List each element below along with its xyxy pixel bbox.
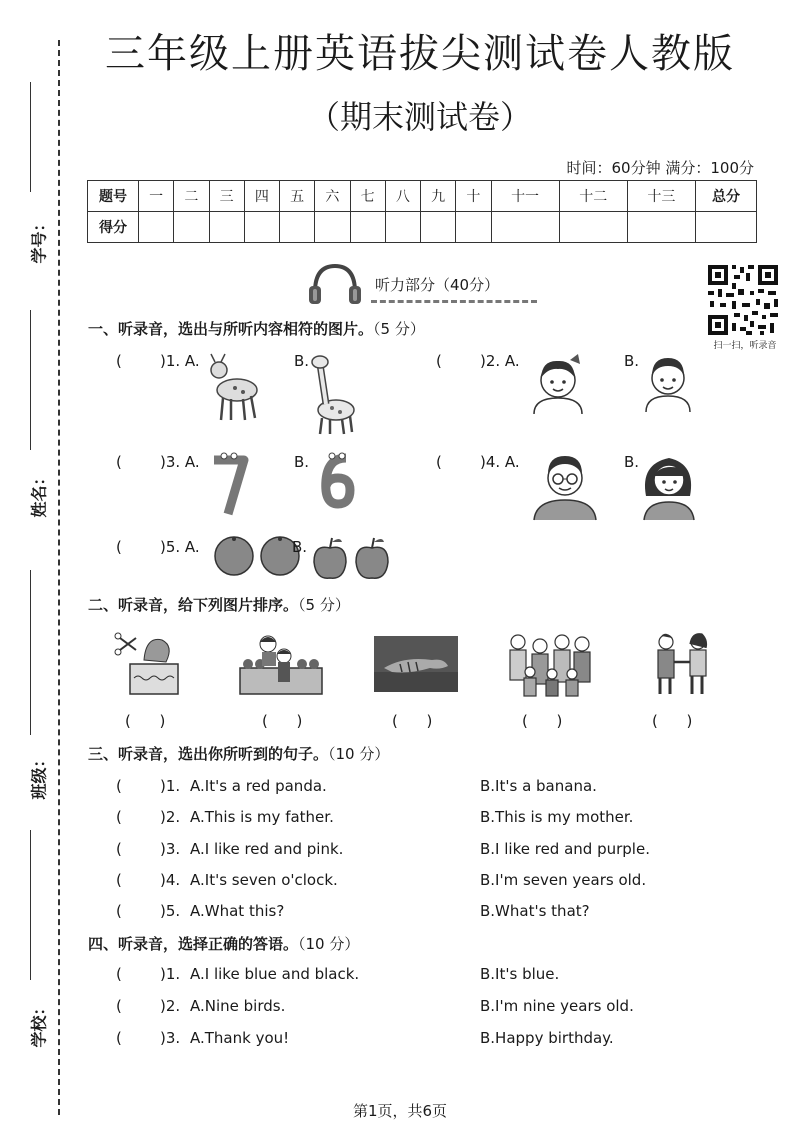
- section-1-title: 一、听录音，选出与所听内容相符的图片。: [88, 320, 374, 338]
- side-label-name: 姓名：: [29, 469, 49, 518]
- score-table-cell: 十三: [627, 181, 695, 212]
- score-table-cell: 一: [139, 181, 174, 212]
- page-footer: 第1页，共6页: [352, 1102, 448, 1120]
- answer-blank[interactable]: ( ): [392, 712, 433, 730]
- option-a: A.Thank you!: [190, 1029, 290, 1047]
- score-input-cell[interactable]: [421, 212, 456, 243]
- score-input-cell[interactable]: [385, 212, 420, 243]
- side-blank-class: [30, 570, 31, 735]
- side-label-school: 学校：: [29, 999, 49, 1048]
- binding-dashed-line: [58, 40, 60, 1115]
- answer-blank[interactable]: (: [116, 1029, 122, 1047]
- answer-blank[interactable]: (: [436, 352, 442, 370]
- option-b-label: B.: [624, 352, 640, 370]
- time-info: 时间：60分钟 满分：100分: [566, 159, 754, 177]
- woman-picture: [640, 450, 698, 520]
- answer-blank[interactable]: ( ): [652, 712, 693, 730]
- option-a: A.I like red and pink.: [190, 840, 344, 858]
- score-table-cell: 五: [280, 181, 315, 212]
- option-b: B.I like red and purple.: [480, 840, 650, 858]
- score-table-cell: 九: [421, 181, 456, 212]
- family-picture: [504, 628, 596, 698]
- answer-blank[interactable]: (: [116, 840, 122, 858]
- side-blank-student-id: [30, 82, 31, 192]
- option-a: A.This is my father.: [190, 808, 334, 826]
- score-input-cell[interactable]: [559, 212, 627, 243]
- question-number: )1.: [160, 777, 181, 795]
- score-input-cell[interactable]: [696, 212, 757, 243]
- score-table-cell: 十一: [491, 181, 559, 212]
- number-seven-picture: [210, 450, 250, 518]
- option-b-label: B.: [294, 352, 310, 370]
- option-a: A.I like blue and black.: [190, 965, 360, 983]
- option-a: A.It's a red panda.: [190, 777, 327, 795]
- market-stall-picture: [238, 632, 324, 698]
- score-table-cell: 八: [385, 181, 420, 212]
- section-2-title: 二、听录音，给下列图片排序。: [88, 596, 299, 614]
- option-a: A.It's seven o'clock.: [190, 871, 338, 889]
- option-a: A.What this?: [190, 902, 285, 920]
- man-with-glasses-picture: [532, 450, 598, 520]
- answer-blank[interactable]: (: [116, 352, 122, 370]
- score-table-cell: 六: [315, 181, 350, 212]
- section-1-heading: [88, 318, 425, 339]
- question-number: )5. A.: [160, 538, 200, 556]
- score-input-cell[interactable]: [244, 212, 279, 243]
- answer-blank[interactable]: (: [116, 997, 122, 1015]
- score-table-cell: 题号: [88, 181, 139, 212]
- option-b: B.It's blue.: [480, 965, 560, 983]
- score-table-header-row: [88, 181, 757, 212]
- answer-blank[interactable]: ( ): [125, 712, 166, 730]
- boy-picture: [640, 352, 696, 412]
- score-input-cell[interactable]: [456, 212, 491, 243]
- apples-picture: [310, 536, 394, 582]
- question-number: )3. A.: [160, 453, 200, 471]
- option-a: A.Nine birds.: [190, 997, 286, 1015]
- option-b-label: B.: [292, 538, 308, 556]
- question-number: )4.: [160, 871, 181, 889]
- option-b: B.What's that?: [480, 902, 590, 920]
- score-table-cell: 三: [209, 181, 244, 212]
- answer-blank[interactable]: (: [116, 808, 122, 826]
- score-input-cell[interactable]: [491, 212, 559, 243]
- listening-title: 听力部分（40分）: [375, 276, 500, 294]
- girl-picture: [530, 352, 586, 414]
- page-title: 三年级上册英语拔尖测试卷人教版: [105, 31, 735, 77]
- side-blank-name: [30, 310, 31, 450]
- page-subtitle: （期末测试卷）: [307, 98, 532, 136]
- score-input-cell[interactable]: [174, 212, 209, 243]
- option-b: B.I'm seven years old.: [480, 871, 647, 889]
- answer-blank[interactable]: (: [116, 965, 122, 983]
- question-number: )3.: [160, 1029, 181, 1047]
- score-table-cell: 十: [456, 181, 491, 212]
- answer-blank[interactable]: (: [116, 538, 122, 556]
- option-b: B.This is my mother.: [480, 808, 634, 826]
- giraffe-picture: [306, 352, 362, 436]
- number-six-picture: [314, 450, 358, 510]
- handshake-people-picture: [652, 632, 714, 696]
- side-label-class: 班级：: [29, 751, 49, 800]
- section-3-title: 三、听录音，选出你所听到的句子。: [88, 745, 329, 763]
- score-input-cell[interactable]: [627, 212, 695, 243]
- section-3-points: （10 分）: [328, 745, 390, 763]
- tiger-photo-picture: [374, 636, 458, 692]
- score-table-cell: 总分: [696, 181, 757, 212]
- section-1-points: （5 分）: [373, 320, 425, 338]
- paper-cutting-picture: [116, 630, 182, 698]
- score-table-cell: 七: [350, 181, 385, 212]
- section-2-points: （5 分）: [298, 596, 350, 614]
- section-3-heading: [88, 743, 389, 764]
- qr-code-icon[interactable]: [706, 263, 780, 337]
- qr-caption: 扫一扫，听录音: [713, 341, 777, 351]
- section-4-heading: [88, 933, 359, 954]
- option-b-label: B.: [294, 453, 310, 471]
- score-input-cell[interactable]: [280, 212, 315, 243]
- section-4-points: （10 分）: [298, 935, 360, 953]
- score-table-cell: 十二: [559, 181, 627, 212]
- score-input-cell[interactable]: [350, 212, 385, 243]
- score-table: [87, 180, 757, 243]
- question-number: )5.: [160, 902, 181, 920]
- oranges-picture: [212, 534, 304, 578]
- section-4-title: 四、听录音，选择正确的答语。: [88, 935, 299, 953]
- answer-blank[interactable]: ( ): [522, 712, 563, 730]
- question-number: )2.: [160, 808, 181, 826]
- listening-header: [305, 262, 535, 306]
- answer-blank[interactable]: (: [116, 871, 122, 889]
- answer-blank[interactable]: (: [116, 453, 122, 471]
- option-b: B.I'm nine years old.: [480, 997, 634, 1015]
- headphones-icon: [307, 262, 363, 306]
- question-number: )1.: [160, 965, 181, 983]
- answer-blank[interactable]: (: [436, 453, 442, 471]
- score-row-label: 得分: [88, 212, 139, 243]
- section-2-heading: [88, 594, 350, 615]
- question-number: )4. A.: [480, 453, 520, 471]
- answer-blank[interactable]: ( ): [262, 712, 303, 730]
- question-number: )2.: [160, 997, 181, 1015]
- option-b: B.Happy birthday.: [480, 1029, 614, 1047]
- score-table-cell: 四: [244, 181, 279, 212]
- score-table-score-row: [88, 212, 757, 243]
- option-b-label: B.: [624, 453, 640, 471]
- side-blank-school: [30, 830, 31, 980]
- question-number: )3.: [160, 840, 181, 858]
- deer-picture: [205, 352, 265, 424]
- answer-blank[interactable]: (: [116, 902, 122, 920]
- score-table-cell: 二: [174, 181, 209, 212]
- question-number: )1. A.: [160, 352, 200, 370]
- question-number: )2. A.: [480, 352, 520, 370]
- side-label-student-id: 学号：: [29, 215, 49, 264]
- answer-blank[interactable]: (: [116, 777, 122, 795]
- listening-title-underline: [371, 300, 537, 303]
- score-input-cell[interactable]: [315, 212, 350, 243]
- score-input-cell[interactable]: [139, 212, 174, 243]
- score-input-cell[interactable]: [209, 212, 244, 243]
- option-b: B.It's a banana.: [480, 777, 597, 795]
